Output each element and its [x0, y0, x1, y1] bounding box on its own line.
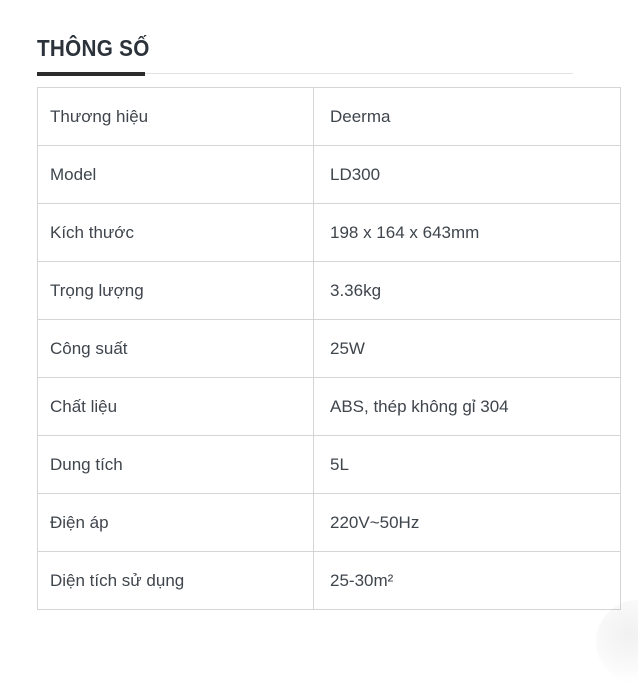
spec-row: [38, 378, 621, 436]
spec-value: 220V~50Hz: [314, 494, 621, 552]
title-divider-accent: [37, 72, 145, 76]
spec-value: ABS, thép không gỉ 304: [314, 378, 621, 436]
spec-value: 25W: [314, 320, 621, 378]
spec-value: 3.36kg: [314, 262, 621, 320]
spec-label: Điện áp: [38, 494, 314, 552]
spec-table-body: [38, 88, 621, 610]
spec-value: Deerma: [314, 88, 621, 146]
title-divider: [37, 72, 573, 76]
section-title: THÔNG SỐ: [37, 35, 150, 61]
spec-row: [38, 436, 621, 494]
spec-value: 198 x 164 x 643mm: [314, 204, 621, 262]
spec-row: [38, 552, 621, 610]
corner-shadow: [596, 600, 638, 684]
spec-value: LD300: [314, 146, 621, 204]
spec-label: Thương hiệu: [38, 88, 314, 146]
spec-label: Kích thước: [38, 204, 314, 262]
spec-value: 5L: [314, 436, 621, 494]
spec-label: Chất liệu: [38, 378, 314, 436]
spec-row: [38, 146, 621, 204]
spec-label: Dung tích: [38, 436, 314, 494]
spec-row: [38, 204, 621, 262]
spec-label: Công suất: [38, 320, 314, 378]
spec-row: [38, 262, 621, 320]
spec-value: 25-30m²: [314, 552, 621, 610]
spec-table: [37, 87, 621, 610]
spec-row: [38, 494, 621, 552]
spec-label: Model: [38, 146, 314, 204]
spec-label: Trọng lượng: [38, 262, 314, 320]
spec-row: [38, 320, 621, 378]
spec-row: [38, 88, 621, 146]
spec-label: Diện tích sử dụng: [38, 552, 314, 610]
